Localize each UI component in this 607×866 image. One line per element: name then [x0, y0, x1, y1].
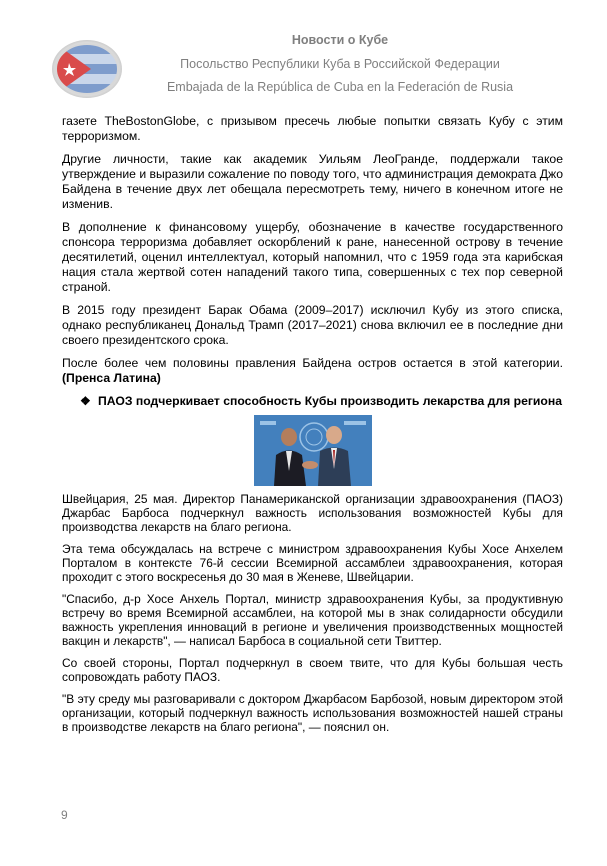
page-header — [0, 0, 607, 115]
embassy-name-russian: Посольство Республики Куба в Российской Федерации — [180, 57, 500, 71]
paragraph — [62, 356, 563, 386]
paragraph: В дополнение к финансовому ущербу, обозначение в качестве государственного спонсора терроризма добавляет оскорблений к ране, нанесенной острову в течение десятилетий, оценил интеллектуал, который напомнил, что с 1959 года эта карибская нация стала жертвой сотен нападений такого типа, совершенных с тех пор северной страной. — [62, 220, 563, 294]
paragraph: Эта тема обсуждалась на встрече с министром здравоохранения Кубы Хосе Анхелем Порталом в контексте 76-й сессии Всемирной ассамблеи здравоохранения, которая проходит с этого воскресенья до 30 мая в Женеве, Швейцарии. — [62, 542, 563, 584]
meeting-photo — [254, 415, 372, 486]
news-source: (Пренса Латина) — [62, 371, 161, 385]
article-body — [62, 114, 563, 742]
paragraph: Со своей стороны, Портал подчеркнул в своем твите, что для Кубы большая честь сопровождать работу ПАОЗ. — [62, 656, 563, 684]
paragraph: "В эту среду мы разговаривали с доктором Джарбасом Барбозой, новым директором этой организации, который подчеркнул важность использования возможностей нашей страны в производстве лекарств на благо региона", — пояснил он. — [62, 692, 563, 734]
paragraph: Другие личности, такие как академик Уильям ЛеоГранде, поддержали такое утверждение и выразили сожаление по поводу того, что администрация демократа Джо Байдена в течение двух лет обещала пересмотреть тему, ничего в конечном итоге не изменив. — [62, 152, 563, 211]
newsletter-title: Новости о Кубе — [291, 33, 389, 47]
diamond-bullet-icon: ❖ — [80, 394, 91, 408]
paragraph: Швейцария, 25 мая. Директор Панамериканской организации здравоохранения (ПАОЗ) Джарбас Барбоса подчеркнул важность использования возможностей Кубы для производства лекарств на благо региона. — [62, 492, 563, 534]
paragraph: газете TheBostonGlobe, с призывом пресечь любые попытки связать Кубу с этим терроризмом. — [62, 114, 563, 143]
page-number: 9 — [61, 808, 68, 822]
article-heading-text: ПАОЗ подчеркивает способность Кубы производить лекарства для региона — [98, 394, 563, 408]
paragraph: "Спасибо, д-р Хосе Анхель Портал, министр здравоохранения Кубы, за продуктивную встречу во время Всемирной ассамблеи, на которой мы в знак солидарности обсудили важность укрепления инноваций в регионе и увеличения производственных мощностей вакцин и лекарств", — написал Барбоса в социальной сети Твиттер. — [62, 592, 563, 648]
paragraph: В 2015 году президент Барак Обама (2009–2017) исключил Кубу из этого списка, однако республиканец Дональд Трамп (2017–2021) снова включил ее в последние дни своего президентского срока. — [62, 303, 563, 347]
embassy-name-spanish: Embajada de la República de Cuba en la Federación de Rusia — [166, 80, 514, 94]
paragraph-text: После более чем половины правления Байдена остров остается в этой категории. — [62, 356, 563, 370]
article-heading — [62, 394, 563, 409]
